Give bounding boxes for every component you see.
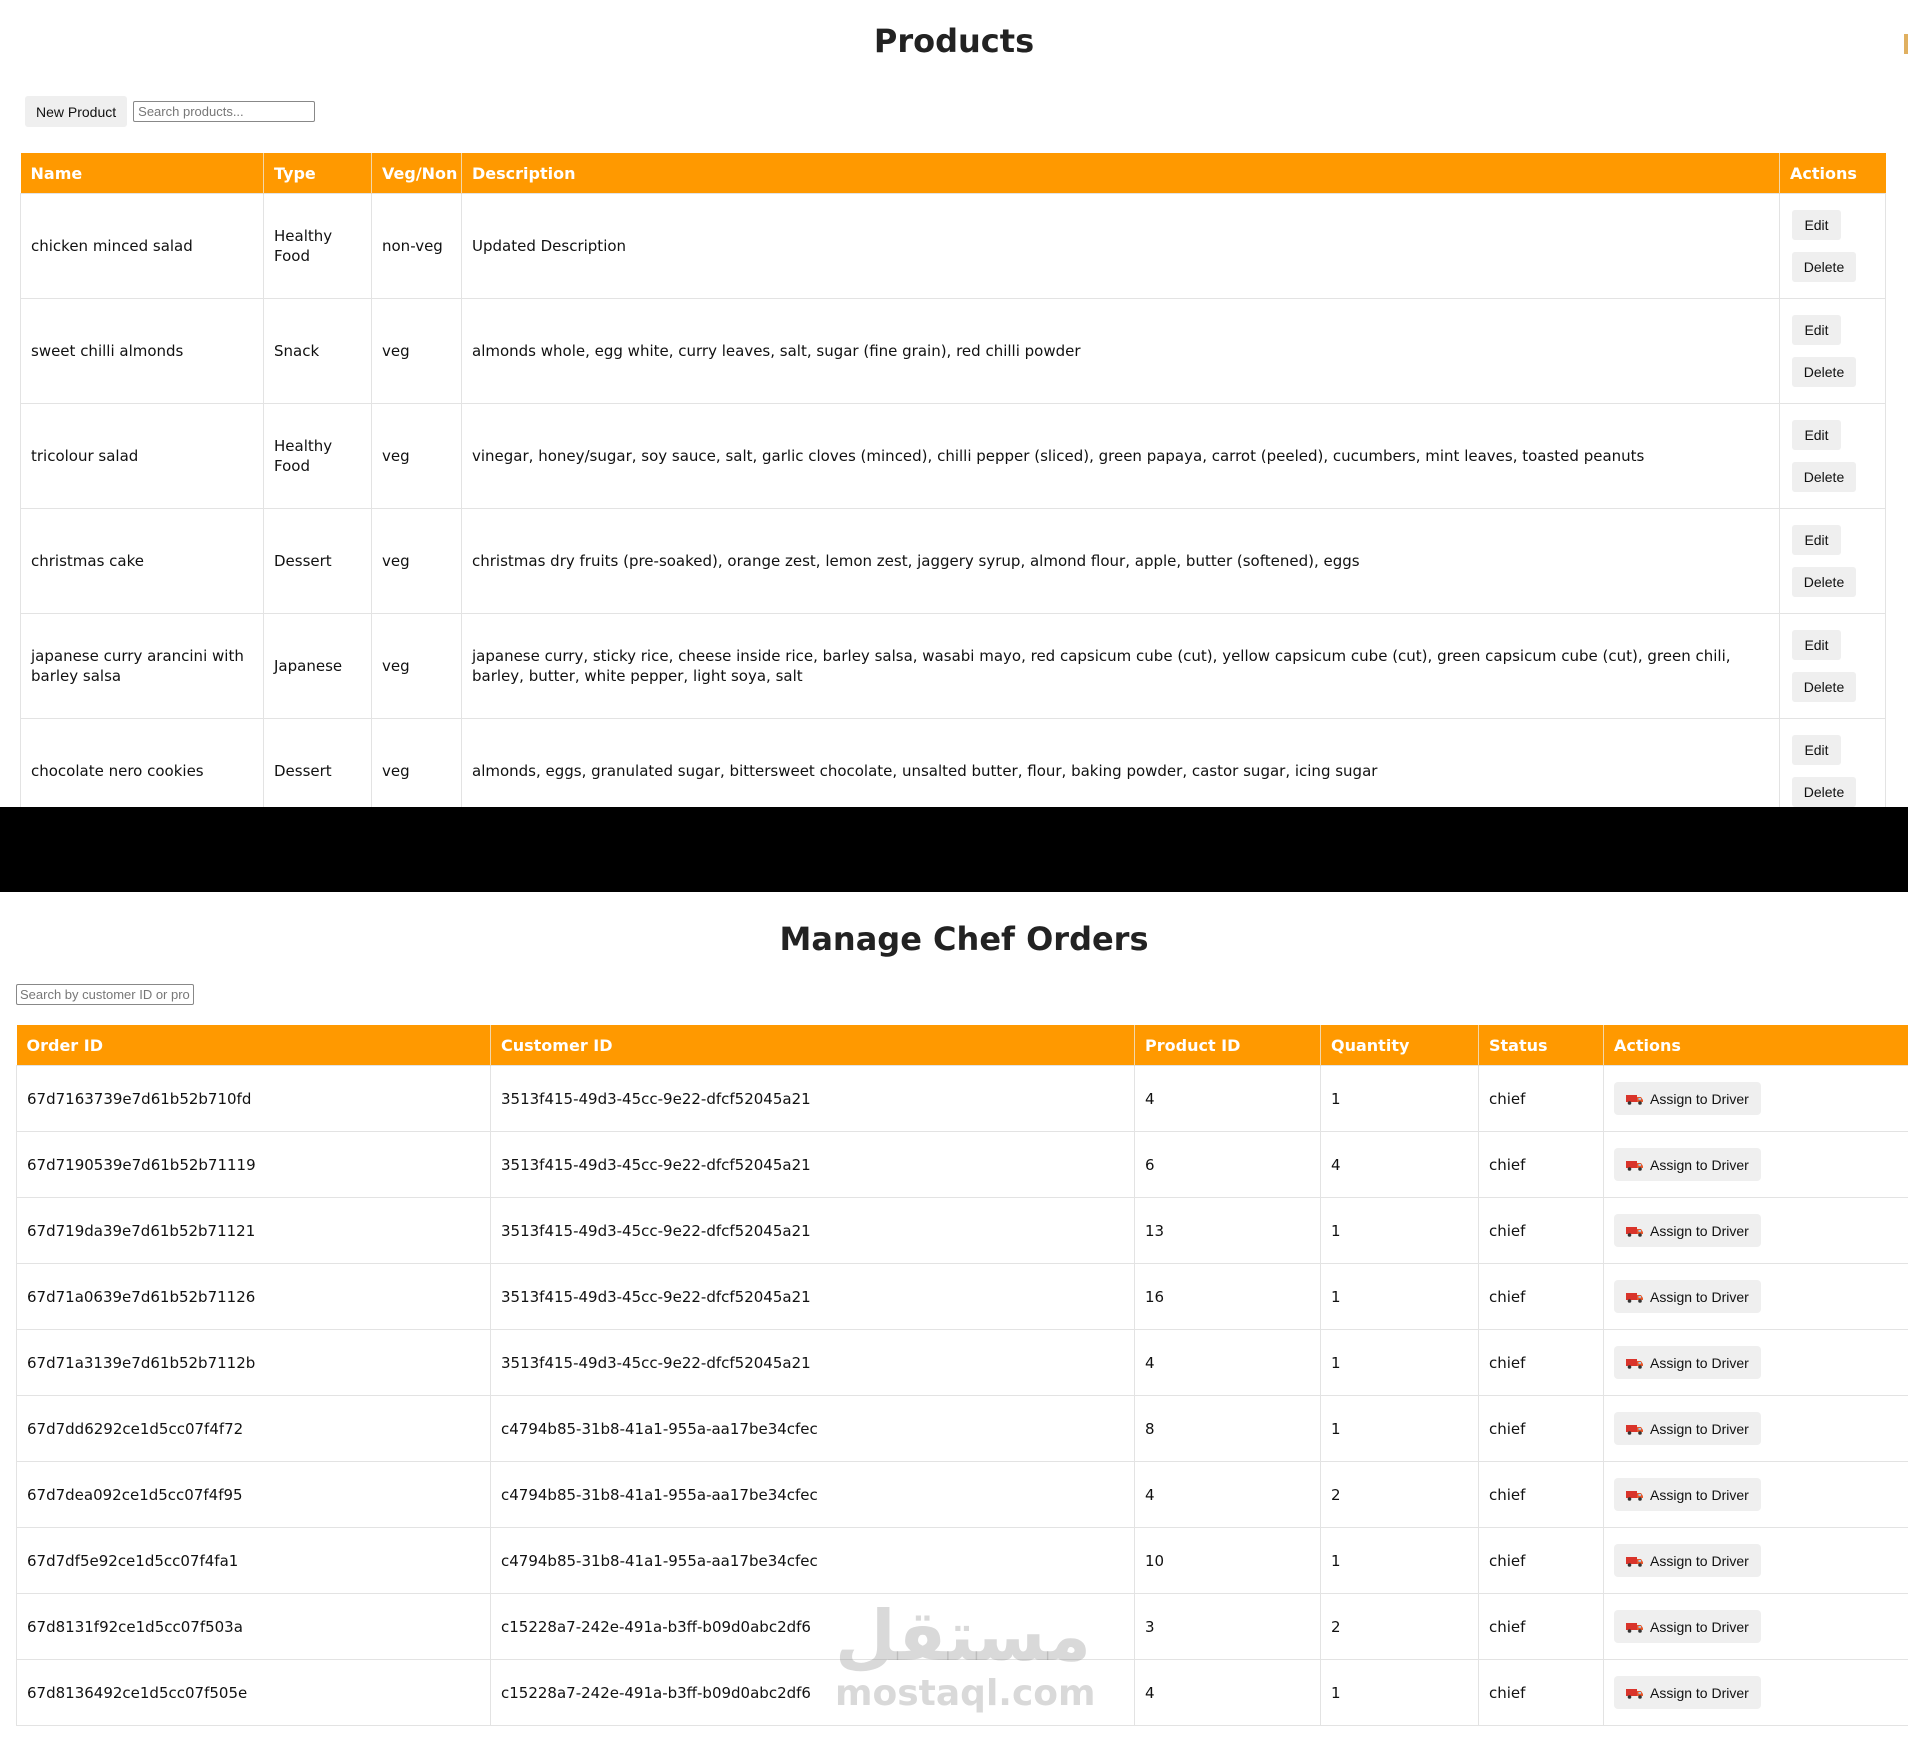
table-row xyxy=(17,1264,1908,1330)
order-id-cell: 67d8136492ce1d5cc07f505e xyxy=(17,1660,491,1726)
customer-id-cell: c15228a7-242e-491a-b3ff-b09d0abc2df6 xyxy=(491,1660,1135,1726)
assign-button-label: Assign to Driver xyxy=(1650,1222,1749,1239)
truck-icon xyxy=(1626,1159,1644,1171)
product-name-cell: christmas cake xyxy=(21,509,264,614)
product-type-cell: Snack xyxy=(264,299,372,404)
edit-button[interactable]: Edit xyxy=(1792,315,1841,345)
assign-button-label: Assign to Driver xyxy=(1650,1354,1749,1371)
table-row xyxy=(21,194,1886,299)
assign-button-label: Assign to Driver xyxy=(1650,1552,1749,1569)
order-actions-cell xyxy=(1604,1330,1908,1396)
assign-button-label: Assign to Driver xyxy=(1650,1486,1749,1503)
page-title: Products xyxy=(873,22,1035,60)
product-veg-cell: veg xyxy=(372,614,462,719)
product-name-cell: chocolate nero cookies xyxy=(21,719,264,808)
delete-button[interactable]: Delete xyxy=(1792,462,1856,492)
product-actions-cell xyxy=(1780,614,1886,719)
assign-to-driver-button[interactable] xyxy=(1614,1412,1761,1445)
products-table xyxy=(20,153,1886,807)
product-description-cell: japanese curry, sticky rice, cheese inside rice, barley salsa, wasabi mayo, red capsicum cube (cut), yellow capsicum cube (cut), green capsicum cube (cut), green chili, barley, butter, white pepper, light soya, salt xyxy=(462,614,1780,719)
assign-button-label: Assign to Driver xyxy=(1650,1090,1749,1107)
order-id-cell: 67d7dea092ce1d5cc07f4f95 xyxy=(17,1462,491,1528)
order-id-cell: 67d7163739e7d61b52b710fd xyxy=(17,1066,491,1132)
customer-id-cell: c4794b85-31b8-41a1-955a-aa17be34cfec xyxy=(491,1462,1135,1528)
edit-button[interactable]: Edit xyxy=(1792,525,1841,555)
product-name-cell: chicken minced salad xyxy=(21,194,264,299)
product-id-cell: 4 xyxy=(1135,1660,1321,1726)
product-name-cell: tricolour salad xyxy=(21,404,264,509)
assign-button-label: Assign to Driver xyxy=(1650,1156,1749,1173)
assign-to-driver-button[interactable] xyxy=(1614,1478,1761,1511)
order-id-cell: 67d71a3139e7d61b52b7112b xyxy=(17,1330,491,1396)
product-description-cell: vinegar, honey/sugar, soy sauce, salt, garlic cloves (minced), chilli pepper (sliced), green papaya, carrot (peeled), cucumbers, mint leaves, toasted peanuts xyxy=(462,404,1780,509)
status-cell: chief xyxy=(1479,1594,1604,1660)
assign-to-driver-button[interactable] xyxy=(1614,1082,1761,1115)
table-row xyxy=(17,1462,1908,1528)
column-header-actions: Actions xyxy=(1780,153,1886,194)
status-cell: chief xyxy=(1479,1528,1604,1594)
table-header-row xyxy=(21,153,1886,194)
product-veg-cell: veg xyxy=(372,299,462,404)
edit-button[interactable]: Edit xyxy=(1792,630,1841,660)
truck-icon xyxy=(1626,1621,1644,1633)
assign-to-driver-button[interactable] xyxy=(1614,1544,1761,1577)
status-cell: chief xyxy=(1479,1066,1604,1132)
orders-page-title: Manage Chef Orders xyxy=(779,920,1149,958)
table-row xyxy=(17,1594,1908,1660)
column-header-customer-id[interactable]: Customer ID xyxy=(491,1025,1135,1066)
orders-table xyxy=(16,1025,1908,1726)
delete-button[interactable]: Delete xyxy=(1792,777,1856,807)
order-actions-cell xyxy=(1604,1132,1908,1198)
product-id-cell: 16 xyxy=(1135,1264,1321,1330)
table-row xyxy=(21,614,1886,719)
product-veg-cell: veg xyxy=(372,509,462,614)
section-divider xyxy=(0,807,1908,892)
product-id-cell: 4 xyxy=(1135,1462,1321,1528)
truck-icon xyxy=(1626,1489,1644,1501)
status-cell: chief xyxy=(1479,1198,1604,1264)
edit-button[interactable]: Edit xyxy=(1792,420,1841,450)
quantity-cell: 1 xyxy=(1321,1528,1479,1594)
order-actions-cell xyxy=(1604,1660,1908,1726)
table-row xyxy=(17,1660,1908,1726)
delete-button[interactable]: Delete xyxy=(1792,357,1856,387)
product-id-cell: 3 xyxy=(1135,1594,1321,1660)
order-search-input[interactable] xyxy=(16,984,194,1005)
status-cell: chief xyxy=(1479,1132,1604,1198)
customer-id-cell: c4794b85-31b8-41a1-955a-aa17be34cfec xyxy=(491,1396,1135,1462)
assign-button-label: Assign to Driver xyxy=(1650,1618,1749,1635)
order-id-cell: 67d719da39e7d61b52b71121 xyxy=(17,1198,491,1264)
product-actions-cell xyxy=(1780,509,1886,614)
scrollbar-thumb[interactable] xyxy=(1904,34,1908,54)
column-header-order-id[interactable]: Order ID xyxy=(17,1025,491,1066)
order-id-cell: 67d8131f92ce1d5cc07f503a xyxy=(17,1594,491,1660)
customer-id-cell: 3513f415-49d3-45cc-9e22-dfcf52045a21 xyxy=(491,1264,1135,1330)
column-header-name[interactable]: Name xyxy=(21,153,264,194)
status-cell: chief xyxy=(1479,1330,1604,1396)
product-type-cell: Healthy Food xyxy=(264,194,372,299)
customer-id-cell: c15228a7-242e-491a-b3ff-b09d0abc2df6 xyxy=(491,1594,1135,1660)
customer-id-cell: 3513f415-49d3-45cc-9e22-dfcf52045a21 xyxy=(491,1066,1135,1132)
table-header-row xyxy=(17,1025,1908,1066)
table-row xyxy=(21,404,1886,509)
product-id-cell: 4 xyxy=(1135,1066,1321,1132)
product-id-cell: 13 xyxy=(1135,1198,1321,1264)
assign-to-driver-button[interactable] xyxy=(1614,1610,1761,1643)
delete-button[interactable]: Delete xyxy=(1792,567,1856,597)
product-id-cell: 6 xyxy=(1135,1132,1321,1198)
order-actions-cell xyxy=(1604,1594,1908,1660)
product-name-cell: japanese curry arancini with barley salsa xyxy=(21,614,264,719)
assign-to-driver-button[interactable] xyxy=(1614,1148,1761,1181)
product-description-cell: almonds, eggs, granulated sugar, bittersweet chocolate, unsalted butter, flour, baking powder, castor sugar, icing sugar xyxy=(462,719,1780,808)
quantity-cell: 1 xyxy=(1321,1198,1479,1264)
customer-id-cell: 3513f415-49d3-45cc-9e22-dfcf52045a21 xyxy=(491,1330,1135,1396)
product-type-cell: Healthy Food xyxy=(264,404,372,509)
delete-button[interactable]: Delete xyxy=(1792,252,1856,282)
table-row xyxy=(21,719,1886,808)
assign-to-driver-button[interactable] xyxy=(1614,1280,1761,1313)
products-toolbar xyxy=(25,96,315,127)
table-row xyxy=(17,1528,1908,1594)
product-type-cell: Japanese xyxy=(264,614,372,719)
table-row xyxy=(17,1198,1908,1264)
product-actions-cell xyxy=(1780,299,1886,404)
quantity-cell: 1 xyxy=(1321,1660,1479,1726)
orders-section xyxy=(0,892,1908,1744)
product-type-cell: Dessert xyxy=(264,719,372,808)
order-actions-cell xyxy=(1604,1396,1908,1462)
product-veg-cell: veg xyxy=(372,404,462,509)
order-id-cell: 67d7df5e92ce1d5cc07f4fa1 xyxy=(17,1528,491,1594)
table-row xyxy=(21,299,1886,404)
order-id-cell: 67d7190539e7d61b52b71119 xyxy=(17,1132,491,1198)
assign-to-driver-button[interactable] xyxy=(1614,1676,1761,1709)
table-row xyxy=(17,1132,1908,1198)
product-id-cell: 8 xyxy=(1135,1396,1321,1462)
product-veg-cell: veg xyxy=(372,719,462,808)
product-type-cell: Dessert xyxy=(264,509,372,614)
product-actions-cell xyxy=(1780,719,1886,808)
product-id-cell: 4 xyxy=(1135,1330,1321,1396)
products-section xyxy=(0,0,1908,807)
quantity-cell: 1 xyxy=(1321,1264,1479,1330)
truck-icon xyxy=(1626,1093,1644,1105)
table-row xyxy=(17,1396,1908,1462)
order-id-cell: 67d71a0639e7d61b52b71126 xyxy=(17,1264,491,1330)
product-description-cell: christmas dry fruits (pre-soaked), orange zest, lemon zest, jaggery syrup, almond flour, apple, butter (softened), eggs xyxy=(462,509,1780,614)
truck-icon xyxy=(1626,1357,1644,1369)
customer-id-cell: c4794b85-31b8-41a1-955a-aa17be34cfec xyxy=(491,1528,1135,1594)
column-header-description[interactable]: Description xyxy=(462,153,1780,194)
customer-id-cell: 3513f415-49d3-45cc-9e22-dfcf52045a21 xyxy=(491,1198,1135,1264)
order-actions-cell xyxy=(1604,1462,1908,1528)
table-row xyxy=(21,509,1886,614)
column-header-status[interactable]: Status xyxy=(1479,1025,1604,1066)
quantity-cell: 1 xyxy=(1321,1396,1479,1462)
product-description-cell: Updated Description xyxy=(462,194,1780,299)
status-cell: chief xyxy=(1479,1396,1604,1462)
order-actions-cell xyxy=(1604,1066,1908,1132)
truck-icon xyxy=(1626,1687,1644,1699)
truck-icon xyxy=(1626,1225,1644,1237)
watermark-latin: mostaql.com xyxy=(835,1673,1096,1714)
assign-to-driver-button[interactable] xyxy=(1614,1214,1761,1247)
quantity-cell: 4 xyxy=(1321,1132,1479,1198)
quantity-cell: 2 xyxy=(1321,1462,1479,1528)
edit-button[interactable]: Edit xyxy=(1792,210,1841,240)
product-description-cell: almonds whole, egg white, curry leaves, salt, sugar (fine grain), red chilli powder xyxy=(462,299,1780,404)
truck-icon xyxy=(1626,1291,1644,1303)
assign-to-driver-button[interactable] xyxy=(1614,1346,1761,1379)
column-header-product-id[interactable]: Product ID xyxy=(1135,1025,1321,1066)
order-actions-cell xyxy=(1604,1198,1908,1264)
assign-button-label: Assign to Driver xyxy=(1650,1684,1749,1701)
quantity-cell: 2 xyxy=(1321,1594,1479,1660)
truck-icon xyxy=(1626,1555,1644,1567)
assign-button-label: Assign to Driver xyxy=(1650,1420,1749,1437)
watermark-arabic: مستقل xyxy=(835,1595,1092,1677)
table-row xyxy=(17,1330,1908,1396)
product-veg-cell: non-veg xyxy=(372,194,462,299)
quantity-cell: 1 xyxy=(1321,1330,1479,1396)
column-header-quantity[interactable]: Quantity xyxy=(1321,1025,1479,1066)
table-row xyxy=(17,1066,1908,1132)
delete-button[interactable]: Delete xyxy=(1792,672,1856,702)
product-actions-cell xyxy=(1780,404,1886,509)
product-search-input[interactable] xyxy=(133,101,315,122)
order-id-cell: 67d7dd6292ce1d5cc07f4f72 xyxy=(17,1396,491,1462)
column-header-actions: Actions xyxy=(1604,1025,1908,1066)
assign-button-label: Assign to Driver xyxy=(1650,1288,1749,1305)
status-cell: chief xyxy=(1479,1462,1604,1528)
new-product-button[interactable]: New Product xyxy=(25,96,127,127)
order-actions-cell xyxy=(1604,1264,1908,1330)
product-actions-cell xyxy=(1780,194,1886,299)
column-header-veg[interactable]: Veg/Non xyxy=(372,153,462,194)
status-cell: chief xyxy=(1479,1264,1604,1330)
truck-icon xyxy=(1626,1423,1644,1435)
status-cell: chief xyxy=(1479,1660,1604,1726)
quantity-cell: 1 xyxy=(1321,1066,1479,1132)
product-id-cell: 10 xyxy=(1135,1528,1321,1594)
edit-button[interactable]: Edit xyxy=(1792,735,1841,765)
order-actions-cell xyxy=(1604,1528,1908,1594)
customer-id-cell: 3513f415-49d3-45cc-9e22-dfcf52045a21 xyxy=(491,1132,1135,1198)
column-header-type[interactable]: Type xyxy=(264,153,372,194)
product-name-cell: sweet chilli almonds xyxy=(21,299,264,404)
